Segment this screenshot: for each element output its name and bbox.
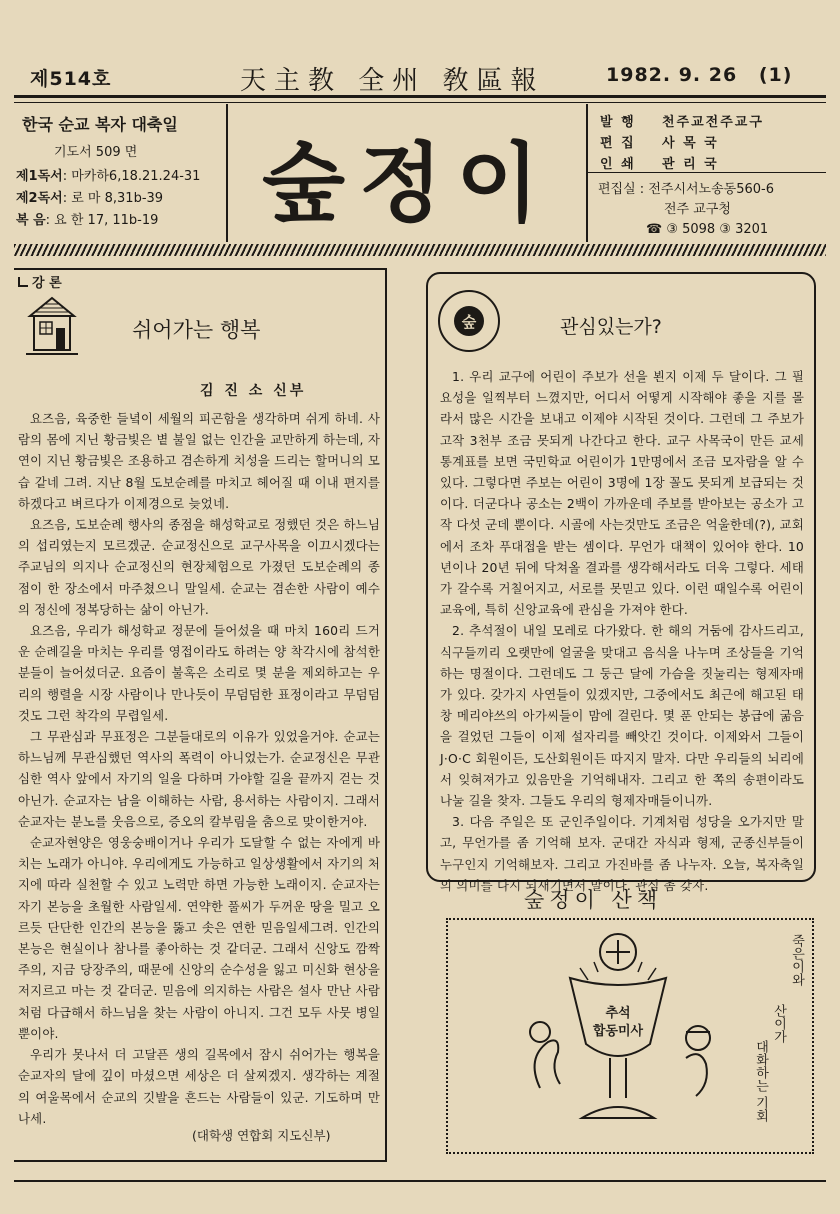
feast-title: 한국 순교 복자 대축일 xyxy=(22,115,178,134)
editorial-paragraph: 요즈음, 우리가 해성학교 정문에 들어섰을 때 마치 160리 드거운 순례길을 마치는 우리를 영접이라도 하려는 양 착각시에 참석한 분들이 늘어섰더군. 요즘이 불혹은 소리로 몇 분을 제외하고는 우리의 행렬을 시장 사람이나 만나듯이 무덤덤한 표정이라고 무덤덤 것도 그런 착각의 무렵일세. xyxy=(18,623,380,723)
publisher-label: 편 집 xyxy=(600,136,636,151)
editorial-title: 쉬어가는 행복 xyxy=(132,318,261,342)
publisher-value: 사 목 국 xyxy=(662,136,719,151)
reading-text: : 로 마 8,31b-39 xyxy=(62,191,164,206)
column-title: 관심있는가? xyxy=(560,316,662,338)
reading-label: 제2독서 xyxy=(16,191,63,206)
editorial-right-rule xyxy=(385,268,387,1162)
date-text: 1982. 9. 26 xyxy=(606,64,738,86)
page-bottom-rule xyxy=(14,1180,826,1182)
column-paragraph: 2. 추석절이 내일 모레로 다가왔다. 한 해의 거둠에 감사드리고, 식구들끼리 오랫만에 얼굴을 맞대고 음식을 나누며 조상들을 기억하는 명절이다. 그런데도 그 둥근 달에 가슴을 짓눌리는 형제자매가 있다. 갖가지 사연들이 있겠지만, 그중에서도 최근에 해고된 태창 메리야쓰의 아가씨들이 맘에 걸린다. 몇 푼 안되는 봉급에 굶음을 걸었던 그들이 이제 설자리를 빼앗긴 것이다. 이제와서 그들이 J·O·C 회원이든, 도산회원이든 따지지 말자. 다만 우리들의 뇌리에서 잊혀져가고 있음만을 기억해내자. 그리고 한 쪽의 송편이라도 나눌 길을 찾자. 그들도 우리의 형제자매들이니까. xyxy=(440,623,804,809)
readings-list xyxy=(16,166,226,232)
publisher-table xyxy=(600,110,770,173)
editorial-body xyxy=(18,408,380,1129)
editorial-paragraph: 그 무관심과 무표정은 그분들대로의 이유가 있었을거야. 순교는 하느님께 무관심했던 역사의 폭력이 아니었는가. 순교정신은 무관심한 역사 앞에서 자기의 일을 다하며 가야할 길을 끝까지 걷는 것 아닌가. 순교자는 남을 이해하는 사람, 용서하는 사람이지. 그래서 순교자는 분노를 웃음으로, 증오의 칼부림을 춤으로 맞이한거야. xyxy=(18,729,380,829)
editorial-author: 김 진 소 신부 xyxy=(200,383,307,399)
chalice-label-1: 추석 xyxy=(605,1006,631,1021)
reading-1 xyxy=(16,166,226,188)
publisher-label: 발 행 xyxy=(600,115,636,130)
issue-number: 제514호 xyxy=(30,68,112,90)
paper-name: 天主教 全州 敎區報 xyxy=(240,66,545,96)
header-rule xyxy=(14,102,826,103)
column-logo xyxy=(438,290,500,352)
corner-mark-icon xyxy=(18,277,28,287)
chalice-cartoon-icon xyxy=(500,928,730,1152)
publisher-value: 천주교전주교구 xyxy=(662,115,764,130)
publisher-value: 관 리 국 xyxy=(662,157,719,172)
editorial-paragraph: 요즈음, 육중한 들녘이 세월의 피곤함을 생각하며 쉬게 하네. 사람의 몸에 지닌 황금빛은 볕 불일 없는 인간을 교만하게 하는데, 자연이 지닌 황금빛은 조용하고 겸손하게 치성을 드리는 할머니의 모습 같네 그려. 지난 8월 도보순례를 마치고 헤어질 때 이내 편지를 하겠다고 벼르다가 이제경으로 늦었네. xyxy=(18,411,380,511)
reading-label: 복 음 xyxy=(16,213,46,228)
column-paragraph: 3. 다음 주일은 또 군인주일이다. 기계처럼 성당을 오가지만 말고, 무언가를 좀 기억해 보자. 군대간 자식과 형제, 군종신부들이 누구인지 기억해보자. 그리고 가진바를 좀 나누자. 오늘, 복자축일의 의미를 다시 되새기면서 말이다. 관심 좀 갖자. xyxy=(440,814,804,893)
office-label: 편집실 : xyxy=(598,182,645,197)
section-label xyxy=(18,272,62,291)
column-logo-text: 숲 xyxy=(454,306,484,336)
reading-text: : 요 한 17, 11b-19 xyxy=(45,213,159,228)
editorial-office xyxy=(598,180,774,240)
page-number: (1) xyxy=(758,64,793,86)
feast-box xyxy=(14,104,228,242)
reading-label: 제1독서 xyxy=(16,169,63,184)
masthead-title: 숲정이 xyxy=(262,134,554,234)
masthead-hatch-rule xyxy=(14,244,826,256)
publisher-row xyxy=(600,110,770,131)
cartoon-title: 숲정이 산책 xyxy=(524,888,663,912)
publisher-row xyxy=(600,152,770,173)
cartoon-caption-3: 대화하는 기회 xyxy=(753,1040,768,1123)
office-address-line xyxy=(598,180,774,200)
column-paragraph: 1. 우리 교구에 어린이 주보가 선을 뵌지 이제 두 달이다. 그 필요성을 일찍부터 느꼈지만, 어디서 어떻게 시작해야 좋을 지를 몰라서 많은 시간을 보내고 이제야 시작된 것이다. 그런데 그 주보가 고작 3천부 조금 못되게 나간다고 한다. 교구 사목국이 만든 교세통계표를 보면 국민학교 어린이가 1만명에서 조금 모자람을 알 수 있다. 그렇다면 주보는 어린이 3명에 1장 꼴도 못되게 보급되는 것이다. 더군다나 공소는 2백이 가까운데 주보를 받아보는 공소가 고작 다섯 군데 뿐이다. 시골에 사는것만도 조금은 억울한데(?), 교회에서 조차 푸대접을 받는 셈이다. 무언가 대책이 있어야 한다. 10년이나 20년 뒤에 닥쳐올 결과를 생각해서라도 더욱 그렇다. 세태가 갈수록 거칠어지고, 서로를 못믿고 있다. 이런 때일수록 어린이 교육에, 특히 신앙교육에 관심을 가져야 한다. xyxy=(440,369,804,618)
chalice-label-2: 합동미사 xyxy=(592,1024,644,1039)
reading-2 xyxy=(16,188,226,210)
office-phone: ☎ ③ 5098 ③ 3201 xyxy=(646,222,769,237)
publisher-row xyxy=(600,131,770,152)
editorial-paragraph: 요즈음, 도보순례 행사의 종점을 해성학교로 정했던 것은 하느님의 섭리였는지 모르겠군. 순교정신으로 교구사목을 이끄시겠다는 주교님의 의지나 순교정신의 현장체험으로 가졌던 도보순례의 종점이 한 장소에서 마주쳤으니 말일세. 순교는 겸손한 사람이 예수의 정신에 정복당하는 삶이 아닌가. xyxy=(18,517,380,617)
issue-date xyxy=(606,64,792,86)
house-icon xyxy=(24,294,80,364)
publisher-divider xyxy=(588,172,826,173)
editorial-signature: (대학생 연합회 지도신부) xyxy=(192,1128,331,1143)
editorial-paragraph: 순교자현양은 영웅숭배이거나 우리가 도달할 수 없는 자에게 바치는 노래가 아니야. 우리에게도 가능하고 일상생활에서 자기의 처지에 따라 실천할 수 있고 노력만 하면 가능한 노래이지. 순교자는 자기 본능을 초월한 사람일세. 연약한 풀씨가 두꺼운 땅을 밀고 오르듯 단단한 인간의 본능을 뚫고 솟은 연한 믿음일세그려. 인간의 본능은 현실이나 참나를 좋아하는 것 같더군. 그래서 신앙도 깜짝주의, 지금 당장주의, 때문에 신앙의 순수성을 잃고 미신화 현상을 저지르고 마는 것 같더군. 믿음에 의지하는 사람은 설사 만난 사람처럼 다급해서 하느님을 찾는 사람이 아니지. 그건 모두 사뭇 병일 뿐이야. xyxy=(18,835,380,1041)
cartoon-caption-1: 죽은이와 xyxy=(789,934,804,986)
publisher-label: 인 쇄 xyxy=(600,157,636,172)
editorial-paragraph: 우리가 못나서 더 고달픈 생의 길목에서 잠시 쉬어가는 행복을 순교자의 달에 깊이 마셨으면 세상은 더 살찌겠지. 생각하는 계절의 여울목에서 순교의 깃발을 흔드는 사람들이 있군. 기도하며 만나세. xyxy=(18,1047,380,1126)
prayer-book-page: 기도서 509 면 xyxy=(54,145,138,160)
column-body xyxy=(440,366,804,896)
cartoon-caption-2: 산이가 xyxy=(771,1004,786,1043)
reading-3 xyxy=(16,210,226,232)
editorial-bottom-rule xyxy=(14,1160,386,1162)
office-address: 전주시서노송동560-6 xyxy=(648,182,775,197)
publisher-box xyxy=(586,104,826,242)
section-label-text: 강 론 xyxy=(32,276,62,291)
editorial-top-rule xyxy=(14,268,386,270)
office-name: 전주 교구청 xyxy=(664,202,731,217)
reading-text: : 마카하6,18.21.24-31 xyxy=(62,169,201,184)
